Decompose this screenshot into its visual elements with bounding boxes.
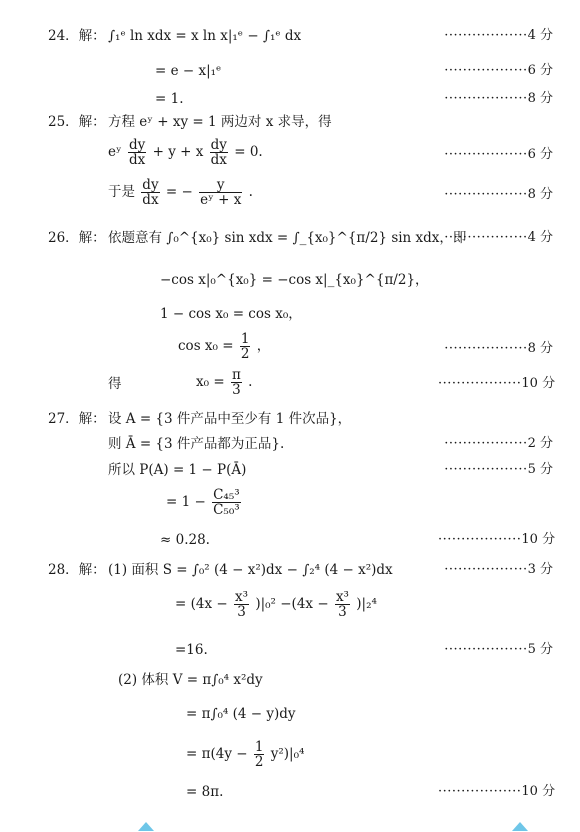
q26-step-3: 1 − cos x₀ = cos x₀， [160, 306, 302, 322]
fraction-combination: $\frac{\text{C₄₅³}}{\text{C₅₀³}}$ [213, 487, 240, 518]
q28-step-5: = π∫₀⁴ (4 − y)dy [186, 706, 296, 722]
q24-step-2: = e − x|₁ᵉ [155, 63, 222, 79]
q28-score-1: ··················3 分 [444, 562, 553, 577]
q28-number: 28．解： [48, 562, 106, 578]
q28-step-2: = (4x − $\frac{\text{x³}}{3}$ )|₀² −(4x − $\frac{\text{x³}}{3}$ )|₂⁴ [175, 589, 377, 620]
q26-step-5: x₀ = $\frac{\pi}{3}$ . [196, 367, 253, 398]
q28-step-3: =16. [175, 642, 208, 658]
fraction-dy-dx: $\frac{dy}{dx}$ [210, 137, 227, 168]
q26-number: 26．解： [48, 230, 106, 246]
q26-score-2: ··················8 分 [444, 341, 553, 356]
q26-step-1: 依题意有 ∫₀^{x₀} sin xdx = ∫_{x₀}^{π/2} sin xdx，即 [108, 230, 467, 246]
q24-number: 24．解： [48, 28, 106, 44]
q26-step-5-label: 得 [108, 376, 122, 392]
q24-step-3: = 1. [155, 91, 184, 107]
q28-step-4: (2) 体积 V = π∫₀⁴ x²dy [118, 672, 263, 688]
q26-step-2: −cos x|₀^{x₀} = −cos x|_{x₀}^{π/2}， [160, 272, 429, 288]
q28-score-2: ··················5 分 [444, 642, 553, 657]
fraction-x-cubed-third: $\frac{\text{x³}}{3}$ [234, 589, 249, 620]
q25-step-3: 于是 $\frac{dy}{dx}$ = − $\frac{y}{\text{eʸ + x}}$ . [108, 177, 253, 208]
q28-step-7: = 8π. [186, 784, 224, 800]
q26-score-1: ··················4 分 [444, 230, 553, 245]
fraction-dy-dx: $\frac{dy}{dx}$ [129, 137, 146, 168]
fraction-x-cubed-third: $\frac{\text{x³}}{3}$ [335, 589, 349, 620]
q24-score-2: ··················6 分 [444, 63, 553, 78]
fraction-dy-dx: $\frac{dy}{dx}$ [142, 177, 159, 208]
corner-mark-icon [138, 822, 154, 831]
fraction-one-half: $\frac{1}{2}$ [240, 331, 250, 362]
q27-step-1: 设 A = {3 件产品中至少有 1 件次品}， [108, 411, 352, 427]
q27-score-3: ··················10 分 [438, 532, 556, 547]
fraction-y-over: $\frac{y}{\text{eʸ + x}}$ [200, 177, 242, 208]
q25-step-1: 方程 eʸ + xy = 1 两边对 x 求导，得 [108, 114, 332, 130]
q25-score-1: ··················6 分 [444, 147, 553, 162]
q24-step-1: ∫₁ᵉ ln xdx = x ln x|₁ᵉ − ∫₁ᵉ dx [108, 28, 302, 44]
q27-step-2: 则 Ā = {3 件产品都为正品}. [108, 436, 285, 452]
q28-step-6: = π(4y − $\frac{1}{2}$ y²)|₀⁴ [186, 739, 305, 770]
q28-score-3: ··················10 分 [438, 784, 556, 799]
q26-step-4: cos x₀ = $\frac{1}{2}$ ， [178, 331, 271, 362]
q27-number: 27．解： [48, 411, 106, 427]
q25-score-2: ··················8 分 [444, 187, 553, 202]
q27-step-3: 所以 P(A) = 1 − P(Ā) [108, 462, 247, 478]
q27-step-4: = 1 − $\frac{\text{C₄₅³}}{\text{C₅₀³}}$ [166, 487, 240, 518]
q26-score-3: ··················10 分 [438, 376, 556, 391]
fraction-one-half: $\frac{1}{2}$ [254, 739, 264, 770]
q27-score-2: ··················5 分 [444, 462, 553, 477]
corner-mark-icon [512, 822, 528, 831]
q24-score-3: ··················8 分 [444, 91, 553, 106]
q24-score-1: ··················4 分 [444, 28, 553, 43]
q27-score-1: ··················2 分 [444, 436, 553, 451]
q28-step-1: (1) 面积 S = ∫₀² (4 − x²)dx − ∫₂⁴ (4 − x²)dx [108, 562, 393, 578]
q27-step-5: ≈ 0.28. [160, 532, 210, 548]
q25-step-2: eʸ $\frac{dy}{dx}$ + y + x $\frac{dy}{dx}$ = 0. [108, 137, 263, 168]
fraction-pi-third: $\frac{\pi}{3}$ [231, 367, 241, 398]
q25-number: 25．解： [48, 114, 106, 130]
